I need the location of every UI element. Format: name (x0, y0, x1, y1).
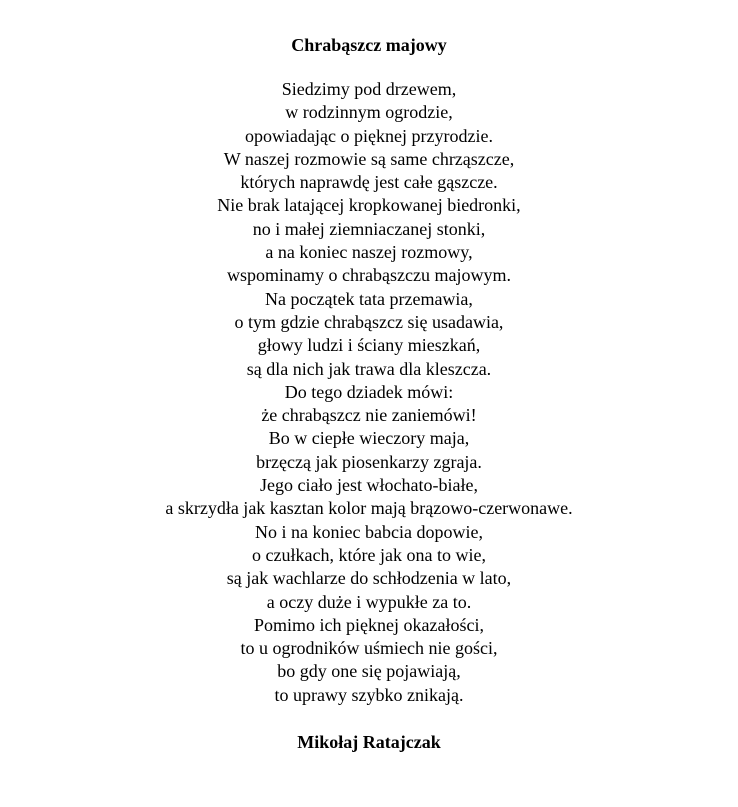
poem-line: Na początek tata przemawia, (265, 288, 473, 309)
poem-line: opowiadając o pięknej przyrodzie. (245, 125, 493, 146)
poem-line: brzęczą jak piosenkarzy zgraja. (256, 451, 482, 472)
poem-line: Pomimo ich pięknej okazałości, (254, 614, 484, 635)
poem-line: Jego ciało jest włochato-białe, (260, 475, 478, 496)
poem-author: Mikołaj Ratajczak (297, 732, 441, 752)
poem-body (0, 78, 738, 707)
poem-line: wspominamy o chrabąszczu majowym. (227, 265, 511, 286)
poem-line: No i na koniec babcia dopowie, (255, 521, 483, 542)
poem-line: W naszej rozmowie są same chrząszcze, (223, 148, 515, 169)
poem-line: bo gdy one się pojawiają, (277, 661, 461, 682)
poem-line: że chrabąszcz nie zaniemówi! (261, 405, 477, 426)
poem-line: to u ogrodników uśmiech nie gości, (240, 638, 498, 659)
poem-line: są jak wachlarze do schłodzenia w lato, (226, 568, 512, 589)
poem-line: a na koniec naszej rozmowy, (265, 242, 473, 263)
poem-line: Bo w ciepłe wieczory maja, (268, 428, 470, 449)
poem-line: a oczy duże i wypukłe za to. (266, 591, 472, 612)
poem-line: a skrzydła jak kasztan kolor mają brązowo-czerwonawe. (165, 498, 573, 519)
poem-line: Do tego dziadek mówi: (284, 381, 454, 402)
poem-line: których naprawdę jest całe gąszcze. (240, 172, 498, 193)
poem-line: o tym gdzie chrabąszcz się usadawia, (234, 311, 504, 332)
poem-line: o czułkach, które jak ona to wie, (252, 544, 486, 565)
poem-line: no i małej ziemniaczanej stonki, (252, 218, 486, 239)
poem-line: głowy ludzi i ściany mieszkań, (257, 335, 481, 356)
poem-line: są dla nich jak trawa dla kleszcza. (246, 358, 492, 379)
poem-line: w rodzinnym ogrodzie, (285, 102, 453, 123)
poem-line: Nie brak latającej kropkowanej biedronki, (217, 195, 521, 216)
poem-title: Chrabąszcz majowy (291, 35, 447, 55)
poem-line: to uprawy szybko znikają. (274, 684, 464, 705)
poem-line: Siedzimy pod drzewem, (281, 79, 457, 99)
